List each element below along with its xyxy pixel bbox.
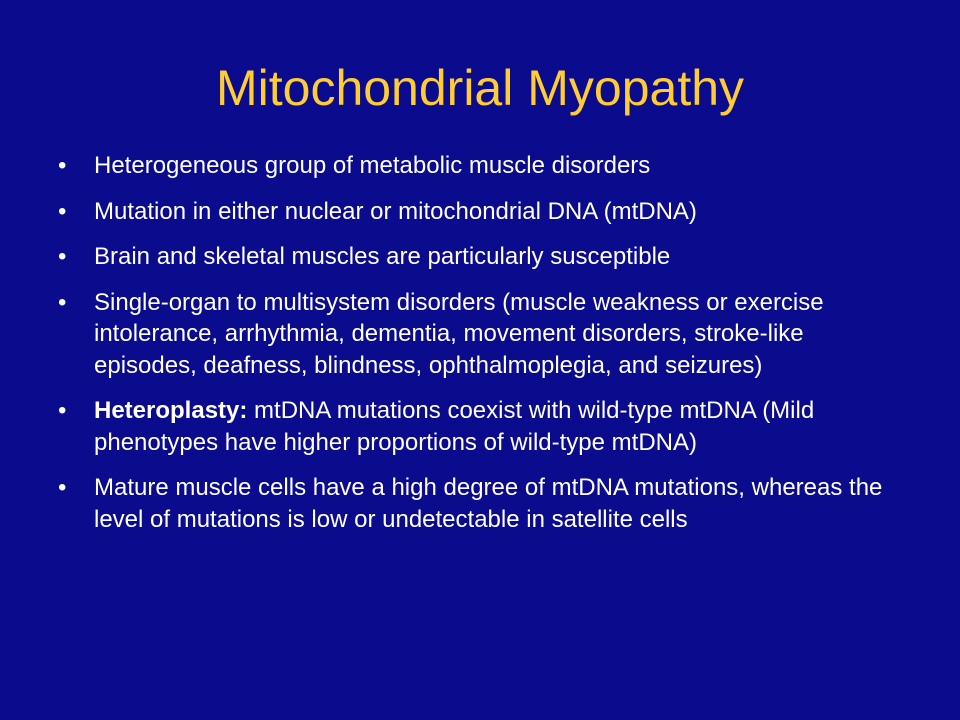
bullet-text: Single-organ to multisystem disorders (muscle weakness or exercise intolerance, arrhythmia, dementia, movement disorders, stroke-like episodes, deafness, blindness, ophthalmoplegia, and seizures): [94, 288, 824, 379]
bullet-marker: •: [58, 243, 67, 270]
bullet-item: [58, 472, 908, 535]
bullet-text: Mutation in either nuclear or mitochondrial DNA (mtDNA): [94, 197, 697, 225]
bullet-marker: •: [58, 474, 67, 501]
bullet-text: mtDNA mutations coexist with wild-type mtDNA (Mild phenotypes have higher proportions of wild-type mtDNA): [94, 397, 815, 456]
bullet-marker: •: [58, 152, 67, 179]
bullet-item: [58, 196, 908, 228]
bullet-bold-lead: Heteroplasty:: [94, 397, 248, 424]
bullet-marker: •: [58, 397, 67, 424]
bullet-text: Heterogeneous group of metabolic muscle disorders: [94, 152, 651, 179]
bullet-text: Brain and skeletal muscles are particularly susceptible: [94, 243, 671, 270]
bullet-marker: •: [58, 288, 67, 316]
bullet-item: [58, 241, 908, 273]
bullet-item: [58, 287, 908, 382]
bullet-item: [58, 150, 908, 182]
slide-title: Mitochondrial Myopathy: [215, 60, 745, 116]
bullet-marker: •: [58, 197, 67, 225]
bullet-text: Mature muscle cells have a high degree of mtDNA mutations, whereas the level of mutations is low or undetectable in satellite cells: [94, 474, 883, 533]
bullet-item: [58, 395, 908, 458]
bullet-list: [58, 150, 908, 549]
